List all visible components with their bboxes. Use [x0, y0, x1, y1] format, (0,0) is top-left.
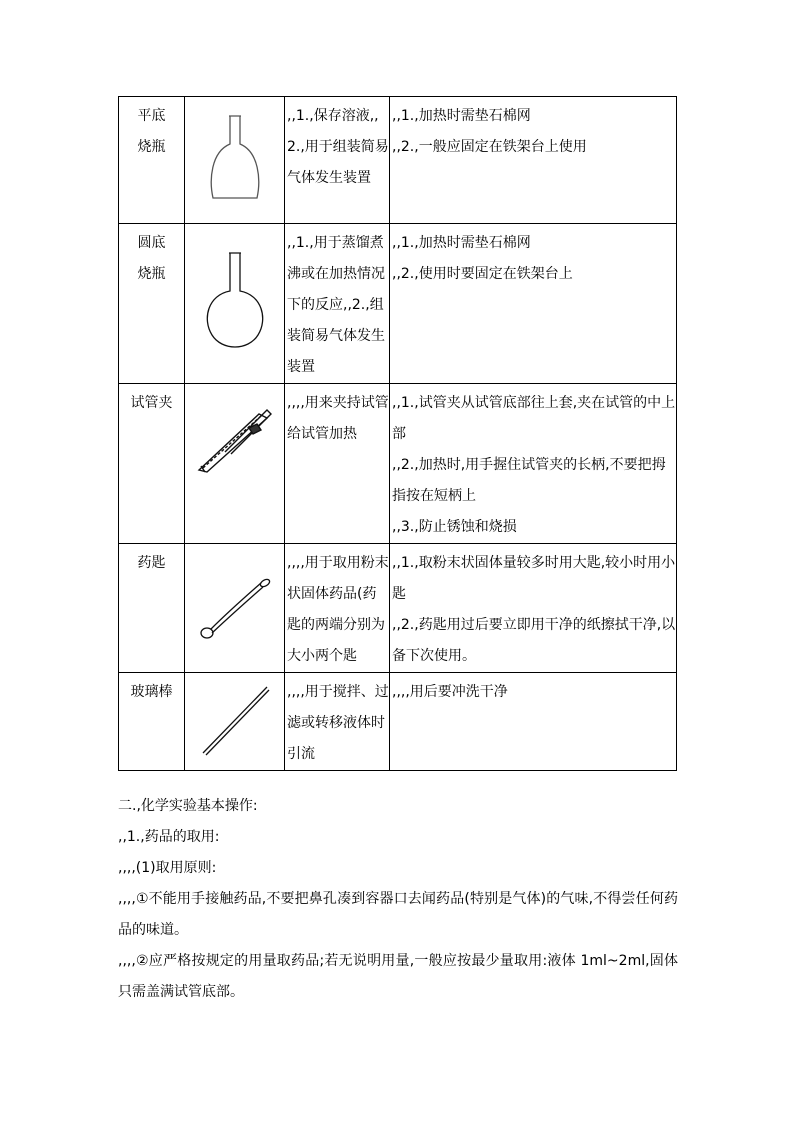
usage-cell	[285, 97, 390, 224]
usage-cell	[285, 673, 390, 771]
table-row	[119, 673, 677, 771]
note-item: ,,,,用后要冲洗干净	[392, 684, 508, 700]
notes-cell	[390, 97, 677, 224]
instrument-image-cell	[185, 544, 285, 673]
subsection-title: ,,,,(1)取用原则:	[118, 860, 217, 876]
note-item: ,,2.,加热时,用手握住试管夹的长柄,不要把拇指按在短柄上	[392, 457, 666, 504]
instrument-name-cell	[119, 384, 185, 544]
notes-cell	[390, 224, 677, 384]
notes-cell	[390, 384, 677, 544]
usage-cell	[285, 544, 390, 673]
medicine-spoon-icon	[195, 567, 275, 647]
instrument-image-cell	[185, 224, 285, 384]
note-item: ,,1.,加热时需垫石棉网	[392, 235, 531, 251]
instrument-image-cell	[185, 673, 285, 771]
note-item: ,,1.,加热时需垫石棉网	[392, 108, 531, 124]
usage-text: ,,1.,保存溶液,,2.,用于组装简易气体发生装置	[287, 108, 389, 186]
table-row	[119, 224, 677, 384]
usage-text: ,,1.,用于蒸馏煮沸或在加热情况下的反应,,2.,组装简易气体发生装置	[287, 235, 385, 375]
glass-rod-icon	[195, 681, 275, 761]
note-item: ,,1.,试管夹从试管底部往上套,夹在试管的中上部	[392, 395, 676, 442]
instrument-name: 平底	[137, 108, 166, 124]
usage-text: ,,,,用于取用粉末状固体药品(药匙的两端分别为大小两个匙	[287, 555, 389, 664]
instrument-image-cell	[185, 384, 285, 544]
notes-cell	[390, 673, 677, 771]
section-heading: 二.,化学实验基本操作:	[118, 798, 258, 814]
usage-cell	[285, 384, 390, 544]
flat-bottom-flask-icon	[205, 110, 265, 210]
note-item: ,,2.,一般应固定在铁架台上使用	[392, 139, 587, 155]
instrument-name: 烧瓶	[137, 266, 166, 282]
table-row	[119, 97, 677, 224]
note-item: ,,2.,药匙用过后要立即用干净的纸擦拭干净,以备下次使用。	[392, 617, 676, 664]
instrument-image-cell	[185, 97, 285, 224]
note-item: ,,1.,取粉末状固体量较多时用大匙,较小时用小匙	[392, 555, 676, 602]
instrument-table	[118, 96, 677, 771]
paragraph: ,,,,②应严格按规定的用量取药品;若无说明用量,一般应按最少量取用:液体 1ml~2ml,固体只需盖满试管底部。	[118, 953, 678, 1000]
instrument-name: 试管夹	[130, 395, 173, 411]
notes-cell	[390, 544, 677, 673]
instrument-name: 烧瓶	[137, 139, 166, 155]
subsection-title: ,,1.,药品的取用:	[118, 829, 220, 845]
instrument-name-cell	[119, 97, 185, 224]
note-item: ,,3.,防止锈蚀和烧损	[392, 519, 517, 535]
paragraph: ,,,,①不能用手接触药品,不要把鼻孔凑到容器口去闻药品(特别是气体)的气味,不得尝任何药品的味道。	[118, 891, 678, 938]
instrument-name: 圆底	[137, 235, 166, 251]
instrument-name-cell	[119, 224, 185, 384]
table-row	[119, 544, 677, 673]
usage-text: ,,,,用来夹持试管给试管加热	[287, 395, 389, 442]
note-item: ,,2.,使用时要固定在铁架台上	[392, 266, 573, 282]
instrument-name: 药匙	[137, 555, 166, 571]
test-tube-holder-icon	[195, 404, 275, 474]
table-row	[119, 384, 677, 544]
instrument-name: 玻璃棒	[130, 684, 173, 700]
instrument-name-cell	[119, 673, 185, 771]
round-bottom-flask-icon	[200, 247, 270, 357]
usage-text: ,,,,用于搅拌、过滤或转移液体时引流	[287, 684, 389, 762]
usage-cell	[285, 224, 390, 384]
instrument-name-cell	[119, 544, 185, 673]
section-body	[118, 791, 678, 1008]
